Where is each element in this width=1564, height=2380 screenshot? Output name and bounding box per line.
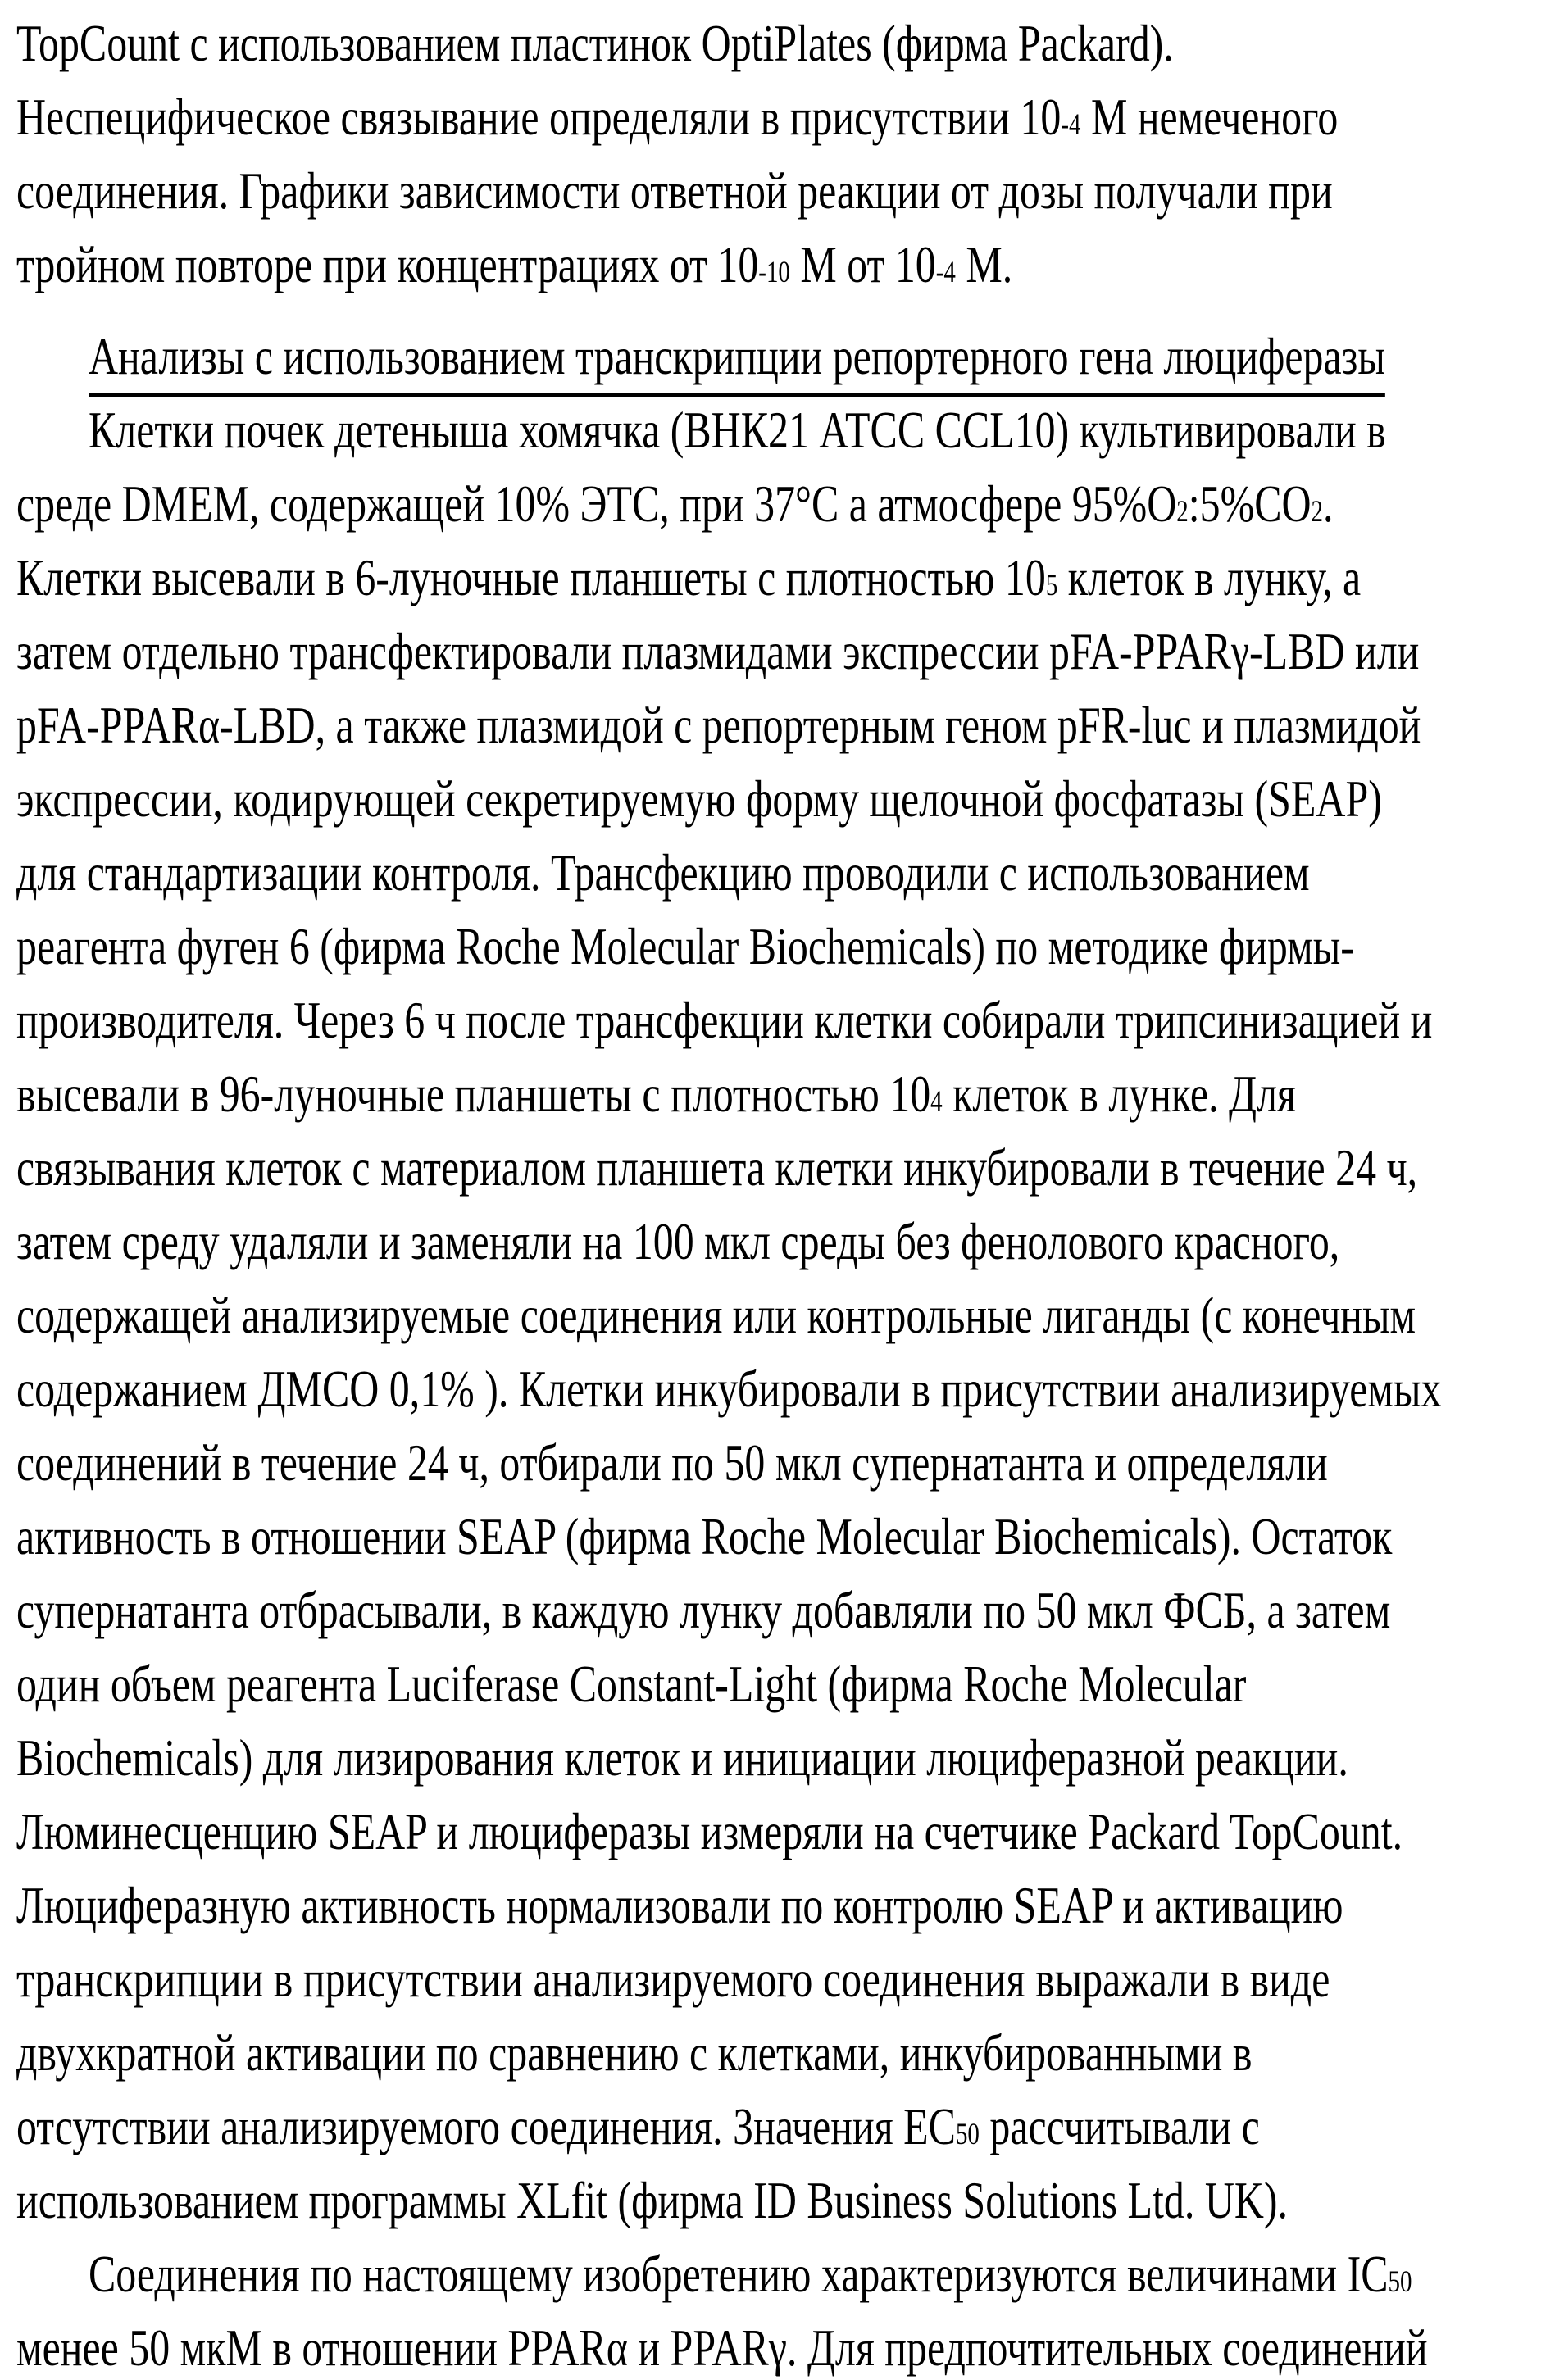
line-content (89, 2237, 1412, 2311)
text-line (16, 1795, 1564, 1869)
text-line (16, 983, 1564, 1057)
line-content (16, 1500, 1392, 1574)
line-content (16, 228, 1012, 302)
line-content (16, 1574, 1390, 1647)
text-segment: клеток в лунку, а (1057, 548, 1362, 606)
text-line (16, 2016, 1564, 2090)
line-content (16, 1647, 1246, 1721)
text-segment: соединения. Графики зависимости ответной реакции от дозы получали при (16, 161, 1333, 220)
superscript-text: -4 (935, 256, 956, 289)
text-line (16, 2164, 1564, 2237)
line-content (16, 1795, 1403, 1869)
text-segment: Анализы с использованием транскрипции репортерного гена люциферазы (89, 327, 1385, 385)
line-content (16, 7, 1174, 80)
subscript-text: 50 (1388, 2265, 1412, 2299)
text-segment: содержанием ДМСО 0,1% ). Клетки инкубировали в присутствии анализируемых (16, 1360, 1442, 1418)
line-content (16, 1352, 1442, 1426)
text-segment: двухкратной активации по сравнению с клетками, инкубированными в (16, 2023, 1253, 2082)
line-content (16, 2311, 1428, 2380)
line-content (16, 467, 1334, 541)
text-line (16, 836, 1564, 910)
text-segment: использованием программы XLfit (фирма ID Business Solutions Ltd. UK). (16, 2171, 1289, 2229)
text-line (16, 1574, 1564, 1647)
line-content (16, 1057, 1296, 1131)
line-content (16, 836, 1310, 910)
text-segment: отсутствии анализируемого соединения. Значения ЕС (16, 2097, 956, 2155)
text-line (16, 1647, 1564, 1721)
text-segment: М. (955, 235, 1013, 293)
text-segment: соединений в течение 24 ч, отбирали по 50 мкл супернатанта и определяли (16, 1433, 1328, 1492)
line-content (16, 688, 1421, 762)
line-content (16, 154, 1333, 228)
text-line (16, 467, 1564, 541)
text-segment: Клетки почек детеныша хомячка (ВНК21 АТСС CCL10) культивировали в (89, 401, 1386, 459)
text-line (16, 228, 1564, 302)
line-content (16, 983, 1432, 1057)
text-segment: Соединения по настоящему изобретению характеризуются величинами IC (89, 2245, 1389, 2303)
superscript-text: -10 (758, 256, 790, 289)
text-line (16, 2311, 1564, 2380)
text-line (16, 2090, 1564, 2164)
line-content (16, 1279, 1416, 1352)
text-line (16, 1500, 1564, 1574)
subscript-text: 50 (955, 2118, 980, 2151)
text-line (16, 541, 1564, 615)
text-segment: высевали в 96-луночные планшеты с плотностью 10 (16, 1065, 931, 1123)
text-line (16, 393, 1564, 467)
text-segment: реагента фуген 6 (фирма Roche Molecular Biochemicals) по методике фирмы- (16, 917, 1354, 975)
subscript-text: 2 (1311, 495, 1324, 529)
text-segment: тройном повторе при концентрациях от 10 (16, 235, 759, 293)
text-segment: М от 10 (789, 235, 936, 293)
text-line (16, 7, 1564, 80)
text-line (16, 615, 1564, 688)
text-segment: производителя. Через 6 ч после трансфекции клетки собирали трипсинизацией и (16, 991, 1433, 1049)
line-content (16, 2016, 1252, 2090)
text-segment: супернатанта отбрасывали, в каждую лунку добавляли по 50 мкл ФСБ, а затем (16, 1581, 1391, 1639)
text-segment: рассчитывали с (979, 2097, 1260, 2155)
text-line (16, 1131, 1564, 1205)
text-segment: среде DMEM, содержащей 10% ЭТС, при 37°С а атмосфере 95%О (16, 475, 1177, 533)
text-segment: TopCount с использованием пластинок OptiPlates (фирма Packard). (16, 14, 1174, 72)
text-line (16, 1352, 1564, 1426)
heading-underline (89, 327, 1385, 397)
text-segment: содержащей анализируемые соединения или контрольные лиганды (с конечным (16, 1286, 1416, 1344)
line-content (16, 1131, 1417, 1205)
text-segment: затем отдельно трансфектировали плазмидами экспрессии pFA-PPARγ-LBD или (16, 622, 1420, 680)
text-line (16, 1426, 1564, 1500)
line-content (16, 541, 1361, 615)
superscript-text: 4 (930, 1085, 943, 1119)
section-heading (16, 320, 1564, 393)
text-segment: активность в отношении SEAP (фирма Roche Molecular Biochemicals). Остаток (16, 1507, 1393, 1565)
text-segment: транскрипции в присутствии анализируемого соединения выражали в виде (16, 1950, 1330, 2008)
line-content (16, 615, 1419, 688)
line-content (16, 910, 1354, 983)
text-segment: М немеченого (1080, 88, 1339, 146)
text-line (16, 688, 1564, 762)
superscript-text: 5 (1045, 569, 1058, 602)
text-segment: Biochemicals) для лизирования клеток и инициации люциферазной реакции. (16, 1728, 1348, 1787)
line-content (89, 393, 1386, 467)
text-segment: pFA-PPARα-LBD, а также плазмидой с репортерным геном pFR-luc и плазмидой (16, 696, 1421, 754)
line-content (16, 2164, 1288, 2237)
text-segment: :5%СО (1188, 475, 1312, 533)
text-line (16, 1205, 1564, 1279)
text-segment: связывания клеток с материалом планшета клетки инкубировали в течение 24 ч, (16, 1138, 1418, 1197)
text-segment: менее 50 мкМ в отношении PPARα и PPARγ. Для предпочтительных соединений (16, 2319, 1428, 2377)
line-content (89, 320, 1385, 393)
text-line (16, 1721, 1564, 1795)
line-content (16, 2090, 1260, 2164)
text-segment: . (1323, 475, 1334, 533)
line-content (16, 1721, 1348, 1795)
text-segment: Неспецифическое связывание определяли в присутствии 10 (16, 88, 1062, 146)
text-line (16, 762, 1564, 836)
text-segment: Клетки высевали в 6-луночные планшеты с плотностью 10 (16, 548, 1046, 606)
text-line (16, 1057, 1564, 1131)
text-line (16, 1869, 1564, 1942)
line-content (16, 1942, 1330, 2016)
line-content (16, 1426, 1328, 1500)
subscript-text: 2 (1176, 495, 1189, 529)
text-segment: для стандартизации контроля. Трансфекцию проводили с использованием (16, 843, 1310, 902)
text-segment: экспрессии, кодирующей секретируемую форму щелочной фосфатазы (SEAP) (16, 770, 1382, 828)
text-segment: клеток в лунке. Для (942, 1065, 1296, 1123)
text-line (16, 910, 1564, 983)
text-segment: Люциферазную активность нормализовали по контролю SEAP и активацию (16, 1876, 1343, 1934)
line-content (16, 1869, 1343, 1942)
text-line (16, 154, 1564, 228)
text-segment: один объем реагента Luciferase Constant-Light (фирма Roche Molecular (16, 1655, 1247, 1713)
superscript-text: -4 (1061, 108, 1081, 142)
text-line (16, 2237, 1564, 2311)
text-line (16, 1942, 1564, 2016)
text-line (16, 80, 1564, 154)
line-content (16, 80, 1338, 154)
text-segment: затем среду удаляли и заменяли на 100 мкл среды без фенолового красного, (16, 1212, 1340, 1270)
text-segment: Люминесценцию SEAP и люциферазы измеряли на счетчике Packard TopCount. (16, 1802, 1403, 1860)
line-content (16, 1205, 1339, 1279)
text-line (16, 1279, 1564, 1352)
line-content (16, 762, 1382, 836)
